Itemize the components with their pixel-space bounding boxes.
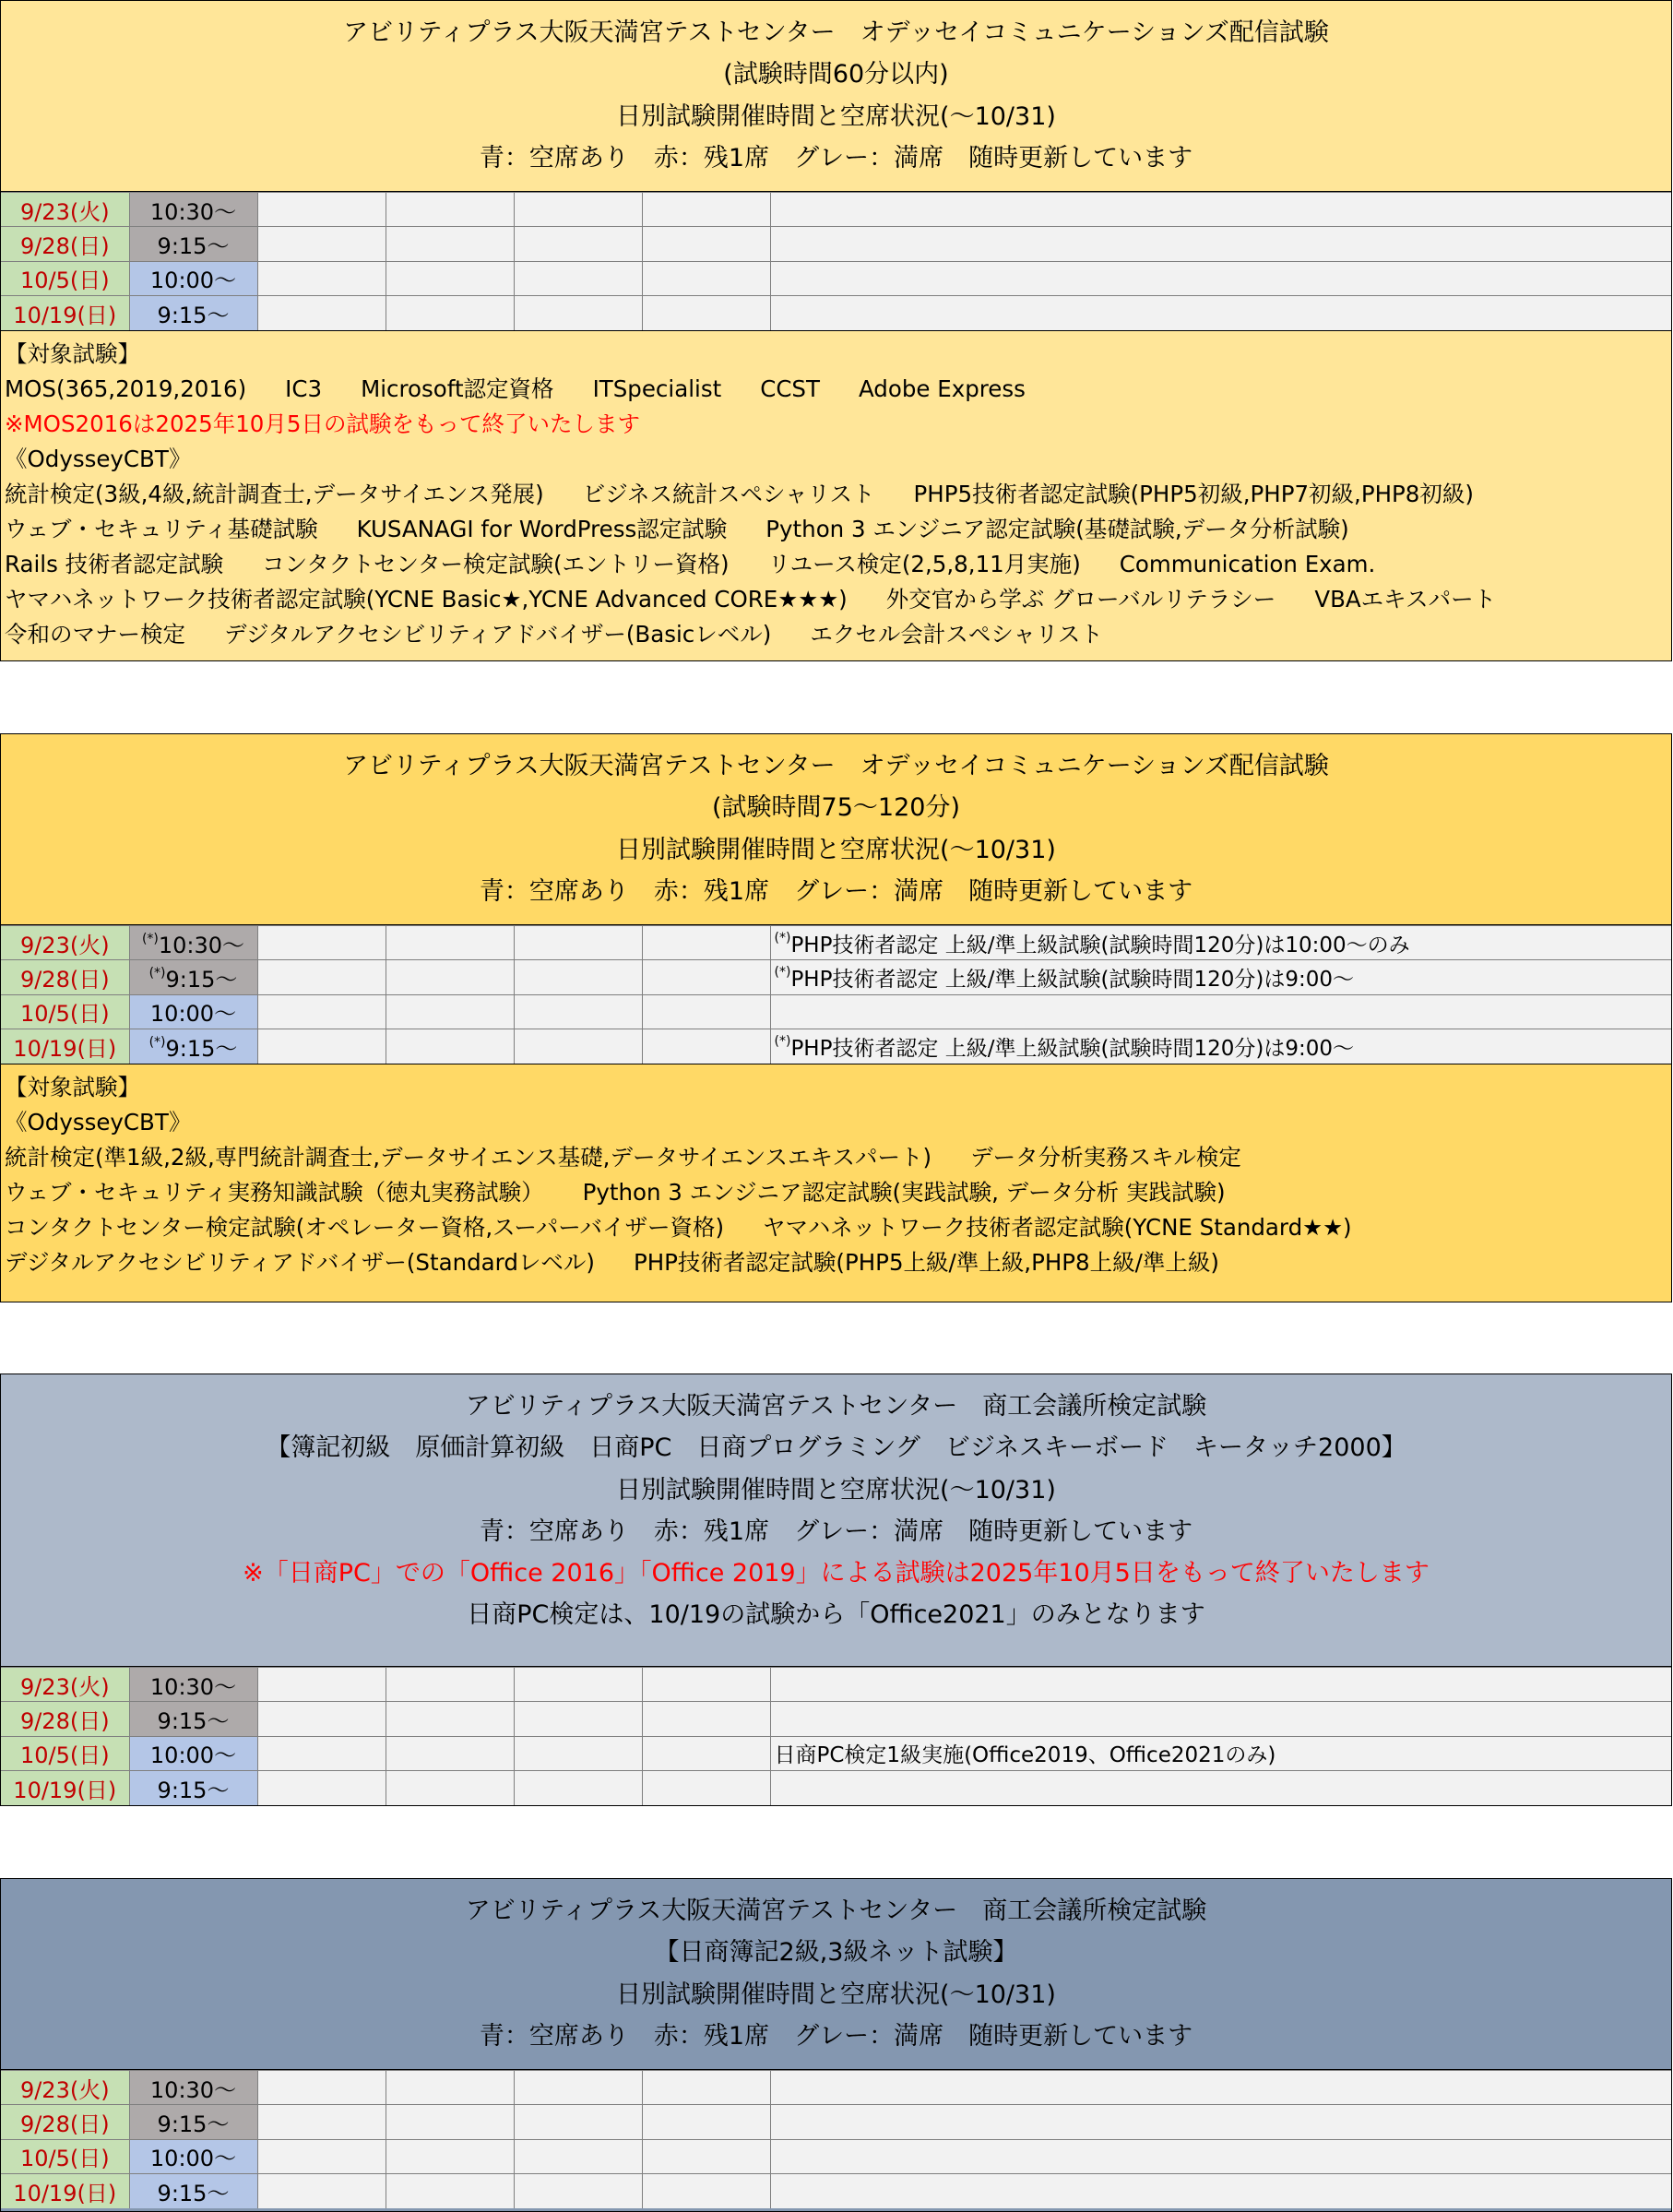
schedule-row [1,1771,1671,1805]
target-exam-line [5,477,1671,512]
empty-cell [257,2105,386,2139]
note-text: PHP技術者認定 上級/準上級試験(試験時間120分)は9:00～ [790,1037,1355,1062]
target-exam-line [5,1245,1671,1280]
exam-section-odyssey-75-120min [0,733,1672,1302]
empty-cell [386,1736,514,1770]
time-text: 9:15～ [165,1036,238,1063]
schedule-table [1,2070,1671,2208]
target-exam-item: Adobe Express [858,375,1026,403]
section-header [1,1374,1671,1667]
empty-cell [514,2174,642,2208]
empty-cell [257,193,386,227]
target-exam-item: 《OdysseyCBT》 [5,1109,192,1136]
empty-cell [514,2105,642,2139]
empty-cell [642,1029,770,1064]
row-note [770,926,1671,960]
row-note [770,1702,1671,1736]
asterisk-mark: (*) [148,1035,166,1051]
target-exam-item: デジタルアクセシビリティアドバイザー(Standardレベル) [5,1249,595,1277]
schedule-row [1,2071,1671,2105]
row-note [770,2071,1671,2105]
target-exam-item: コンタクトセンター検定試験(エントリー資格) [262,551,730,578]
target-exam-item: リユース検定(2,5,8,11月実施) [767,551,1081,578]
exam-time-slot [129,1702,257,1736]
exam-date: 10/19(日) [1,1029,129,1064]
target-exams-title: 【対象試験】 [5,340,140,368]
target-exam-item: データ分析実務スキル検定 [970,1144,1241,1171]
empty-cell [257,1668,386,1702]
target-exam-item: IC3 [285,375,323,403]
empty-cell [386,2139,514,2173]
empty-cell [257,1029,386,1064]
exam-time-slot [129,261,257,295]
asterisk-mark: (*) [774,930,791,945]
empty-cell [514,1029,642,1064]
header-line: 【日商簿記2級,3級ネット試験】 [654,1938,1018,1968]
empty-cell [257,261,386,295]
row-note [770,1668,1671,1702]
empty-cell [642,1771,770,1805]
empty-cell [642,2071,770,2105]
target-exam-item: VBAエキスパート [1314,586,1497,613]
target-exam-item: ITSpecialist [592,375,722,403]
exam-time-slot [129,1771,257,1805]
empty-cell [642,960,770,994]
schedule-row [1,193,1671,227]
time-text: 10:30～ [149,1673,237,1700]
schedule-table [1,192,1671,330]
header-line: 日別試験開催時間と空席状況(～10/31) [616,835,1056,864]
empty-cell [514,296,642,330]
target-exam-item: Python 3 エンジニア認定試験(実践試験, データ分析 実践試験) [582,1179,1226,1207]
exam-date: 10/19(日) [1,296,129,330]
empty-cell [514,960,642,994]
header-line: 青：空席あり 赤：残1席 グレー：満席 随時更新しています [479,143,1193,172]
empty-cell [642,296,770,330]
empty-cell [386,994,514,1029]
exam-time-slot [129,227,257,261]
empty-cell [257,960,386,994]
header-line: 青：空席あり 赤：残1席 グレー：満席 随時更新しています [479,876,1193,906]
header-line: 日別試験開催時間と空席状況(～10/31) [616,1475,1056,1504]
exam-date: 9/28(日) [1,227,129,261]
exam-time-slot [129,2174,257,2208]
exam-date: 9/23(火) [1,1668,129,1702]
section-title: アビリティプラス大阪天満宮テストセンター 商工会議所検定試験 [465,1897,1207,1925]
empty-cell [386,2174,514,2208]
empty-cell [386,1029,514,1064]
empty-cell [514,1702,642,1736]
header-line: 日別試験開催時間と空席状況(～10/31) [616,1980,1056,2009]
schedule-table [1,925,1671,1064]
asterisk-mark: (*) [141,931,159,946]
empty-cell [514,926,642,960]
exam-section-odyssey-60min [0,0,1672,661]
target-exam-item: コンタクトセンター検定試験(オペレーター資格,スーパーバイザー資格) [5,1214,725,1242]
empty-cell [514,2071,642,2105]
schedule-row [1,994,1671,1029]
time-text: 9:15～ [157,303,230,329]
empty-cell [642,1702,770,1736]
exam-date: 10/5(日) [1,2139,129,2173]
empty-cell [386,2105,514,2139]
target-exam-item: Communication Exam. [1119,551,1376,578]
target-exam-line [5,512,1671,547]
exam-date: 10/19(日) [1,1771,129,1805]
target-exam-item: PHP技術者認定試験(PHP5上級/準上級,PHP8上級/準上級) [633,1249,1219,1277]
note-text: PHP技術者認定 上級/準上級試験(試験時間120分)は10:00～のみ [790,933,1410,957]
target-exam-item: ※MOS2016は2025年10月5日の試験をもって終了いたします [5,410,640,438]
target-exam-item: PHP5技術者認定試験(PHP5初級,PHP7初級,PHP8初級) [913,481,1474,508]
time-text: 9:15～ [165,967,238,993]
exam-date: 9/28(日) [1,1702,129,1736]
target-exam-item: 外交官から学ぶ グローバルリテラシー [885,586,1276,613]
header-line: 日別試験開催時間と空席状況(～10/31) [616,101,1056,131]
asterisk-mark: (*) [148,966,166,981]
asterisk-mark: (*) [774,965,791,981]
empty-cell [642,193,770,227]
time-text: 10:00～ [149,1742,237,1769]
row-note [770,1736,1671,1770]
target-exam-item: ビジネス統計スペシャリスト [582,481,875,508]
exam-section-chamber-bookkeeping [0,1878,1672,2212]
schedule-row [1,296,1671,330]
target-exam-item: エクセル会計スペシャリスト [810,621,1103,648]
schedule-row [1,1668,1671,1702]
row-note [770,193,1671,227]
empty-cell [386,261,514,295]
exam-time-slot [129,2071,257,2105]
time-text: 9:15～ [157,2111,230,2138]
empty-cell [257,1702,386,1736]
target-exam-item: デジタルアクセシビリティアドバイザー(Basicレベル) [224,621,772,648]
target-exam-line [5,1105,1671,1140]
header-line: 青：空席あり 赤：残1席 グレー：満席 随時更新しています [479,2021,1193,2051]
note-text: PHP技術者認定 上級/準上級試験(試験時間120分)は9:00～ [790,968,1355,993]
target-exam-item: CCST [760,375,820,403]
empty-cell [642,261,770,295]
target-exam-item: 統計検定(3級,4級,統計調査士,データサイエンス発展) [5,481,544,508]
header-line: (試験時間75～120分) [712,793,960,823]
target-exam-line [5,1175,1671,1210]
target-exam-item: KUSANAGI for WordPress認定試験 [356,516,728,543]
empty-cell [257,994,386,1029]
exam-date: 10/5(日) [1,994,129,1029]
empty-cell [514,193,642,227]
exam-time-slot [129,1736,257,1770]
time-text: 10:30～ [149,2076,237,2103]
header-line: 日商PC検定は、10/19の試験から「Office2021」のみとなります [467,1600,1205,1630]
empty-cell [514,994,642,1029]
exam-time-slot [129,2139,257,2173]
schedule-row [1,2174,1671,2208]
time-text: 9:15～ [157,233,230,260]
empty-cell [257,1771,386,1805]
row-note [770,1771,1671,1805]
target-exam-item: 統計検定(準1級,2級,専門統計調査士,データサイエンス基礎,データサイエンスエキスパート) [5,1144,932,1171]
empty-cell [257,2071,386,2105]
exam-date: 9/28(日) [1,960,129,994]
empty-cell [514,1736,642,1770]
target-exam-item: ヤマハネットワーク技術者認定試験(YCNE Basic★,YCNE Advanced CORE★★★) [5,586,848,613]
time-text: 9:15～ [157,2181,230,2207]
empty-cell [257,2174,386,2208]
schedule-row [1,227,1671,261]
target-exam-item: ヤマハネットワーク技術者認定試験(YCNE Standard★★) [763,1214,1352,1242]
note-text: 日商PC検定1級実施(Office2019、Office2021のみ) [774,1743,1276,1768]
target-exam-item: Python 3 エンジニア認定試験(基礎試験,データ分析試験) [765,516,1349,543]
target-exam-item: Microsoft認定資格 [361,375,554,403]
schedule-row [1,1736,1671,1770]
exam-time-slot [129,960,257,994]
target-exam-item: 《OdysseyCBT》 [5,446,192,473]
target-exams-title: 【対象試験】 [5,1074,140,1101]
empty-cell [386,193,514,227]
empty-cell [642,1668,770,1702]
section-title: アビリティプラス大阪天満宮テストセンター オデッセイコミュニケーションズ配信試験 [343,18,1329,47]
empty-cell [386,1771,514,1805]
empty-cell [514,261,642,295]
exam-date: 9/23(火) [1,926,129,960]
empty-cell [642,2139,770,2173]
exam-date: 9/28(日) [1,2105,129,2139]
empty-cell [257,296,386,330]
empty-cell [386,2071,514,2105]
empty-cell [257,926,386,960]
empty-cell [386,926,514,960]
exam-date: 9/23(火) [1,193,129,227]
row-note [770,2105,1671,2139]
notice-text [5,407,1671,442]
time-text: 10:00～ [149,2146,237,2172]
row-note [770,1029,1671,1064]
empty-cell [642,2105,770,2139]
exam-time-slot [129,926,257,960]
row-note [770,2174,1671,2208]
target-exams [1,1064,1671,1280]
empty-cell [642,926,770,960]
time-text: 9:15～ [157,1778,230,1804]
empty-cell [257,2139,386,2173]
exam-time-slot [129,994,257,1029]
target-exam-line [5,617,1671,652]
target-exam-line [5,547,1671,582]
exam-time-slot [129,1029,257,1064]
empty-cell [386,227,514,261]
section-header [1,1879,1671,2070]
section-header [1,1,1671,192]
time-text: 10:30～ [149,198,237,225]
target-exam-line [5,582,1671,617]
exam-date: 10/5(日) [1,1736,129,1770]
time-text: 10:00～ [149,1001,237,1028]
empty-cell [642,1736,770,1770]
target-exam-item: ウェブ・セキュリティ実務知識試験（徳丸実務試験） [5,1179,544,1207]
section-header [1,734,1671,925]
empty-cell [257,1736,386,1770]
schedule-row [1,1702,1671,1736]
schedule-row [1,261,1671,295]
target-exams [1,330,1671,652]
exam-time-slot [129,296,257,330]
time-text: 10:00～ [149,268,237,294]
header-line: 青：空席あり 赤：残1席 グレー：満席 随時更新しています [479,1516,1193,1546]
exam-time-slot [129,1668,257,1702]
empty-cell [386,296,514,330]
exam-time-slot [129,193,257,227]
schedule-table [1,1667,1671,1805]
notice-text: ※「日商PC」での「Office 2016」「Office 2019」による試験は2025年10月5日をもって終了いたします [243,1559,1430,1588]
empty-cell [642,2174,770,2208]
schedule-row [1,2139,1671,2173]
target-exam-item: Rails 技術者認定試験 [5,551,224,578]
time-text: 10:30～ [158,932,245,958]
row-note [770,2139,1671,2173]
empty-cell [514,1668,642,1702]
row-note [770,960,1671,994]
empty-cell [514,2139,642,2173]
empty-cell [514,1771,642,1805]
empty-cell [386,960,514,994]
empty-cell [642,994,770,1029]
header-line: 【簿記初級 原価計算初級 日商PC 日商プログラミング ビジネスキーボード キータッチ2000】 [266,1433,1406,1463]
schedule-row [1,2105,1671,2139]
target-exam-line [5,1140,1671,1175]
target-exam-line [5,1210,1671,1245]
exam-date: 10/5(日) [1,261,129,295]
schedule-row [1,960,1671,994]
exam-date: 9/23(火) [1,2071,129,2105]
row-note [770,994,1671,1029]
exam-section-chamber-commerce [0,1374,1672,1806]
exam-time-slot [129,2105,257,2139]
row-note [770,227,1671,261]
time-text: 9:15～ [157,1708,230,1735]
header-line: (試験時間60分以内) [723,60,949,89]
empty-cell [386,1702,514,1736]
row-note [770,261,1671,295]
target-exam-item: ウェブ・セキュリティ基礎試験 [5,516,318,543]
schedule-row [1,1029,1671,1064]
empty-cell [386,1668,514,1702]
empty-cell [514,227,642,261]
target-exam-line [5,372,1671,407]
asterisk-mark: (*) [774,1034,791,1050]
empty-cell [642,227,770,261]
schedule-row [1,926,1671,960]
empty-cell [257,227,386,261]
target-exam-item: MOS(365,2019,2016) [5,375,247,403]
section-title: アビリティプラス大阪天満宮テストセンター オデッセイコミュニケーションズ配信試験 [343,752,1329,780]
section-title: アビリティプラス大阪天満宮テストセンター 商工会議所検定試験 [465,1392,1207,1421]
exam-date: 10/19(日) [1,2174,129,2208]
target-exam-item: 令和のマナー検定 [5,621,185,648]
target-exam-line [5,442,1671,477]
row-note [770,296,1671,330]
